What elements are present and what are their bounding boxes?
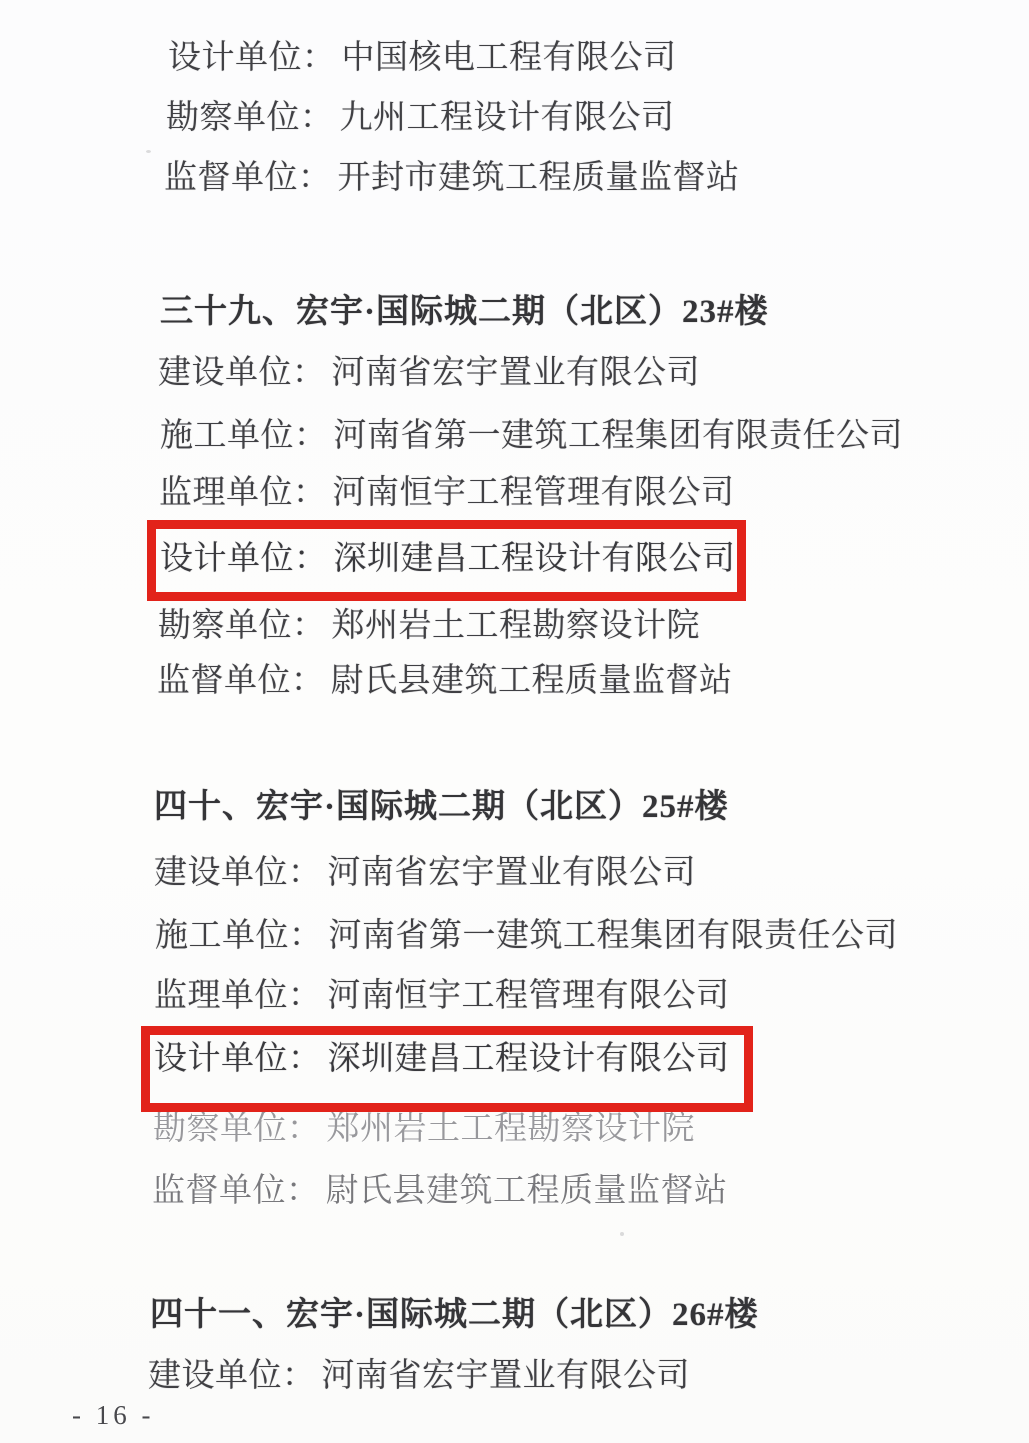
unit-label: 设计单位： — [168, 40, 336, 76]
scan-speck — [620, 1232, 624, 1236]
unit-value: 九州工程设计有限公司 — [339, 100, 675, 136]
section-title: 四十、宏宇·国际城二期（北区）25#楼 — [154, 789, 729, 825]
unit-value: 尉氏县建筑工程质量监督站 — [325, 1173, 728, 1209]
unit-label: 监理单位： — [159, 475, 327, 511]
unit-row — [158, 351, 700, 395]
unit-value: 河南省宏宇置业有限公司 — [321, 1358, 690, 1394]
unit-label: 建设单位： — [154, 855, 322, 891]
unit-row — [166, 96, 675, 140]
unit-row — [160, 414, 903, 458]
unit-row — [154, 851, 696, 895]
unit-label: 设计单位： — [160, 541, 328, 577]
unit-label: 建设单位： — [148, 1358, 316, 1394]
unit-value: 河南恒宇工程管理有限公司 — [327, 978, 730, 1014]
unit-label: 监督单位： — [152, 1173, 320, 1209]
section-title: 四十一、宏宇·国际城二期（北区）26#楼 — [150, 1297, 759, 1333]
unit-label: 施工单位： — [160, 418, 328, 454]
unit-value: 深圳建昌工程设计有限公司 — [327, 1041, 730, 1077]
unit-label: 建设单位： — [158, 355, 326, 391]
unit-row — [168, 36, 677, 80]
unit-row — [164, 156, 740, 200]
unit-value: 深圳建昌工程设计有限公司 — [333, 541, 736, 577]
unit-label: 勘察单位： — [153, 1111, 321, 1147]
unit-value: 河南省宏宇置业有限公司 — [331, 355, 700, 391]
unit-label: 勘察单位： — [166, 100, 334, 136]
unit-value: 郑州岩土工程勘察设计院 — [326, 1111, 695, 1147]
unit-row — [153, 1107, 695, 1151]
unit-value: 河南恒宇工程管理有限公司 — [332, 475, 735, 511]
unit-label: 监督单位： — [164, 160, 332, 196]
unit-value: 河南省第一建筑工程集团有限责任公司 — [328, 918, 898, 954]
unit-row — [148, 1354, 690, 1398]
unit-value: 河南省第一建筑工程集团有限责任公司 — [333, 418, 903, 454]
unit-row — [158, 604, 700, 648]
unit-label: 监督单位： — [157, 663, 325, 699]
unit-value: 开封市建筑工程质量监督站 — [337, 160, 740, 196]
unit-label: 施工单位： — [155, 918, 323, 954]
unit-value: 河南省宏宇置业有限公司 — [327, 855, 696, 891]
unit-row — [157, 659, 733, 703]
unit-value: 中国核电工程有限公司 — [341, 40, 677, 76]
unit-label: 勘察单位： — [158, 608, 326, 644]
unit-row — [152, 1169, 728, 1213]
unit-row — [159, 471, 735, 515]
unit-row-highlighted — [154, 1037, 730, 1081]
unit-label: 监理单位： — [154, 978, 322, 1014]
section-title: 三十九、宏宇·国际城二期（北区）23#楼 — [160, 294, 769, 330]
unit-row — [154, 974, 730, 1018]
unit-label: 设计单位： — [154, 1041, 322, 1077]
unit-row-highlighted — [160, 537, 736, 581]
unit-row — [155, 914, 898, 958]
unit-value: 尉氏县建筑工程质量监督站 — [330, 663, 733, 699]
page-number: - 16 - — [72, 1400, 155, 1430]
unit-value: 郑州岩土工程勘察设计院 — [331, 608, 700, 644]
scan-speck — [146, 150, 151, 153]
